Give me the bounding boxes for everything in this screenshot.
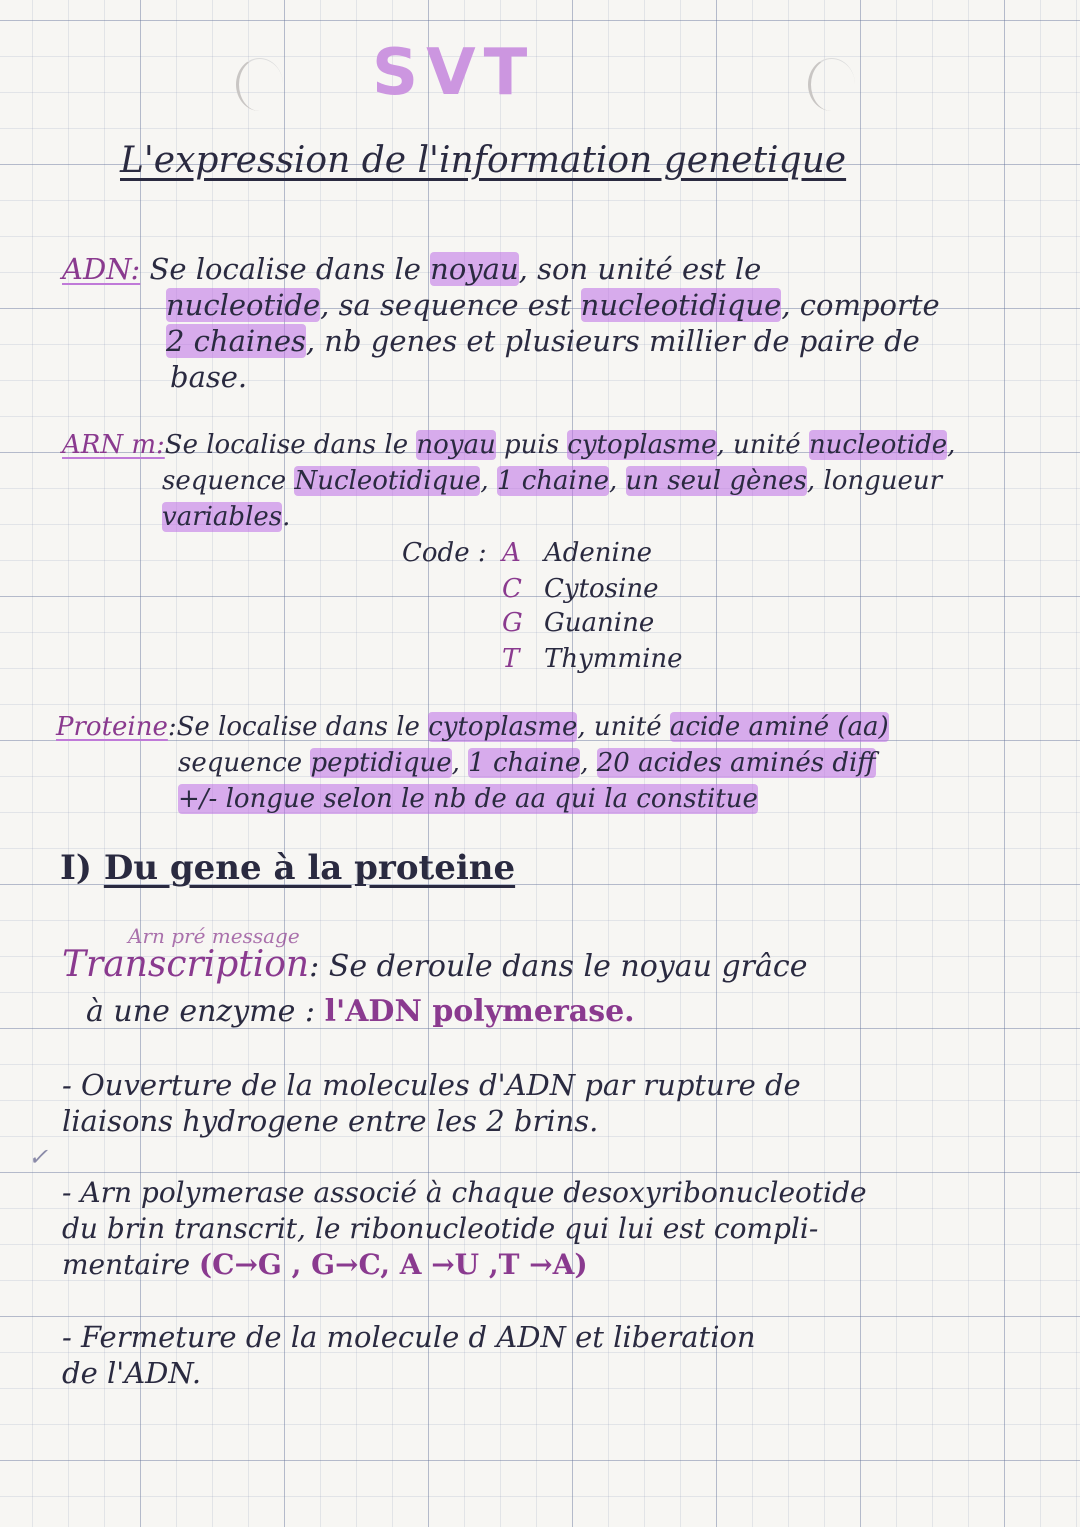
proteine-longueur-highlight: +/- longue selon le nb de aa qui la constitue (178, 784, 758, 814)
arnm-term: ARN m: (62, 430, 165, 460)
arnm-nucleotide-highlight: nucleotide (808, 430, 948, 460)
code-row (502, 606, 654, 640)
subject-title: SVT (372, 36, 536, 110)
proteine-acides-amines-highlight: 20 acides aminés diff (596, 748, 876, 778)
step-line: de l'ADN. (62, 1356, 202, 1390)
adn-chaines-highlight: 2 chaines (166, 324, 306, 358)
transcription-line-1 (62, 946, 807, 986)
adn-text: , nb genes et plusieurs millier de paire de (305, 324, 920, 358)
complementarity-rule: (C→G , G→C, A →U ,T →A) (198, 1248, 588, 1281)
base-letter: G (502, 608, 523, 638)
arnm-text: , (947, 430, 956, 460)
code-row (502, 642, 683, 676)
adn-nucleotide-highlight: nucleotide (166, 288, 321, 322)
step-line: - Ouverture de la molecules d'ADN par rupture de (62, 1068, 801, 1102)
arnm-text: , (608, 466, 626, 496)
adn-nucleotidique-highlight: nucleotidique (580, 288, 782, 322)
step-line (62, 1248, 588, 1282)
arnm-text: Se localise dans le (164, 430, 417, 460)
arnm-line-2 (162, 464, 942, 498)
proteine-acide-amine-highlight: acide aminé (aa) (669, 712, 889, 742)
adn-term: ADN: (62, 252, 141, 286)
adn-line-3 (166, 324, 920, 358)
arnm-text: . (282, 502, 291, 532)
arnm-line-3 (162, 500, 290, 534)
arnm-chaine-highlight: 1 chaine (496, 466, 609, 496)
transcription-line-2 (86, 994, 635, 1030)
proteine-term: Proteine (56, 712, 168, 742)
transcription-term: Transcription (62, 944, 310, 985)
arnm-text: , (480, 466, 497, 496)
base-letter: C (502, 574, 522, 604)
proteine-text: :Se localise dans le (167, 712, 429, 742)
arnm-text: , longueur (806, 466, 943, 496)
adn-polymerase-label: l'ADN polymerase. (324, 994, 635, 1029)
code-row (502, 572, 658, 606)
arnm-gene-highlight: un seul gènes (625, 466, 807, 496)
arnm-nucleotidique-highlight: Nucleotidique (294, 466, 481, 496)
chapter-title: L'expression de l'information genetique (120, 140, 847, 181)
base-letter: T (502, 644, 520, 674)
adn-line-4: base. (170, 360, 248, 394)
adn-text: , comporte (781, 288, 940, 322)
section-heading (60, 848, 515, 888)
arnm-variables-highlight: variables (162, 502, 283, 532)
adn-line-1 (62, 252, 761, 286)
binder-hole-left (236, 58, 283, 111)
code-row (502, 536, 652, 570)
arnm-text: , unité (716, 430, 809, 460)
proteine-text: , (451, 748, 469, 778)
transcription-text: à une enzyme : (86, 994, 325, 1029)
step-line: du brin transcrit, le ribonucleotide qui lui est compli- (62, 1212, 819, 1245)
adn-text: , sa sequence est (320, 288, 581, 322)
proteine-text: , (580, 748, 597, 778)
proteine-line-3 (178, 782, 758, 816)
check-mark: ✓ (28, 1143, 49, 1171)
step-line: - Fermeture de la molecule d ADN et liberation (62, 1320, 756, 1354)
arnm-text: sequence (162, 466, 295, 496)
proteine-peptidique-highlight: peptidique (310, 748, 452, 778)
proteine-line-2 (178, 746, 876, 780)
arnm-noyau-highlight: noyau (416, 430, 496, 460)
adn-line-2 (166, 288, 940, 322)
arnm-text: puis (495, 430, 568, 460)
transcription-annotation: Arn pré message (128, 924, 300, 948)
step-line: liaisons hydrogene entre les 2 brins. (62, 1104, 599, 1138)
base-name: Cytosine (544, 574, 659, 604)
section-title: Du gene à la proteine (103, 848, 516, 888)
binder-hole-right (808, 58, 855, 111)
adn-noyau-highlight: noyau (430, 252, 519, 286)
base-name: Guanine (544, 608, 655, 638)
step-text: mentaire (62, 1248, 199, 1281)
base-name: Adenine (544, 538, 652, 568)
arnm-line-1 (62, 428, 955, 462)
transcription-text: : Se deroule dans le noyau grâce (309, 949, 808, 984)
adn-text: , son unité est le (518, 252, 762, 286)
base-name: Thymmine (544, 644, 683, 674)
proteine-cytoplasme-highlight: cytoplasme (428, 712, 578, 742)
code-label: Code : (402, 538, 487, 568)
section-numeral: I) (60, 848, 92, 888)
arnm-cytoplasme-highlight: cytoplasme (567, 430, 717, 460)
base-letter: A (502, 538, 521, 568)
proteine-text: sequence (178, 748, 311, 778)
step-line: - Arn polymerase associé à chaque desoxyribonucleotide (62, 1176, 867, 1209)
proteine-chaine-highlight: 1 chaine (468, 748, 581, 778)
proteine-line-1 (56, 710, 889, 744)
proteine-text: , unité (577, 712, 670, 742)
adn-text: Se localise dans le (149, 252, 431, 286)
